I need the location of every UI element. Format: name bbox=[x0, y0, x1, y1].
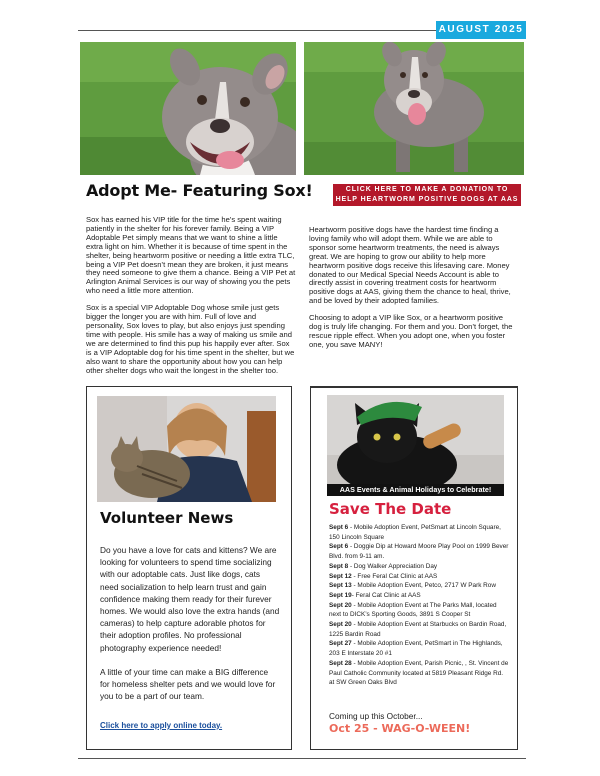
adopt-paragraph: Sox has earned his VIP title for the time he’s spent waiting patiently in the shelter for his forever family. Being a VIP Adoptable Pet simply means that we want to shine a little extra light on him. Whether it is because of time spent in the shelter, being heartworm positive or needing a little extra TLC, being a VIP Pet doesn’t mean they are broken, it just means they need someone to give them a chance. Being a VIP Pet at Arlington Animal Services is our way of showing you the pets who need a little more attention. bbox=[86, 215, 296, 296]
footer-rule bbox=[78, 758, 526, 759]
event-item bbox=[329, 523, 509, 542]
event-text: - Doggie Dip at Howard Moore Play Pool on 1999 Bever Blvd. from 9-11 am. bbox=[329, 543, 509, 561]
event-date: Sept 6 bbox=[329, 524, 349, 531]
adopt-paragraph: Choosing to adopt a VIP like Sox, or a heartworm positive dog is truly life changing. For them and you. Don’t forget, the rescue ripple effect. When you adopt one, when you foster one, you save MANY! bbox=[309, 313, 513, 349]
event-text: - Mobile Adoption Event, PetSmart in The Highlands, 203 E Interstate 20 #1 bbox=[329, 640, 503, 658]
save-the-date-title: Save The Date bbox=[329, 500, 452, 518]
cat-in-hat-photo bbox=[327, 395, 504, 484]
event-item bbox=[329, 572, 509, 582]
event-date: Sept 20 bbox=[329, 621, 352, 629]
adopt-paragraph: Sox is a special VIP Adoptable Dog whose smile just gets bigger the longer you are with him. Full of love and personality, Sox loves to play, but also enjoys just spending time with people. His smile has a way of making us smile and we are determined to find this pup his happily ever after. Sox is a VIP Adoptable dog for his time spent in the shelter, but we also want to share the opportunity about how you can help other shelter dogs who wait the longest in the shelter too. bbox=[86, 303, 295, 375]
event-text: - Feral Cat Clinic at AAS bbox=[351, 591, 421, 599]
event-date: Sept 13 bbox=[329, 582, 352, 590]
event-item bbox=[329, 581, 509, 591]
event-item bbox=[329, 591, 509, 601]
wag-o-ween-event: Oct 25 - WAG-O-WEEN! bbox=[329, 722, 471, 735]
event-date: Sept 20 bbox=[329, 601, 352, 609]
event-text: - Free Feral Cat Clinic at AAS bbox=[351, 572, 438, 580]
donate-button-line-1: CLICK HERE TO MAKE A DONATION TO bbox=[345, 186, 509, 193]
event-item bbox=[329, 639, 509, 658]
event-date: Sept 6 bbox=[329, 543, 349, 551]
donate-button-line-2: HELP HEARTWORM POSITIVE DOGS AT AAS bbox=[335, 196, 519, 203]
event-item bbox=[329, 562, 509, 572]
volunteer-paragraph: Do you have a love for cats and kittens? We are looking for volunteers to spend time socializing with our adoptable cats. Just like dogs, cats need socialization to help learn trust and gain confidence making them ready for their furever homes. We would also love the extra hands (and cameras) to help capture adorable photos for their adoption profiles. No professional photography experience needed! bbox=[100, 545, 280, 653]
event-text: - Mobile Adoption Event, PetSmart at Lincoln Square, 150 Lincoln Square bbox=[329, 524, 501, 541]
sox-photo-standing bbox=[304, 42, 524, 175]
event-date: Sept 12 bbox=[329, 572, 352, 580]
event-item bbox=[329, 542, 509, 561]
event-text: - Mobile Adoption Event, Parish Picnic, , St. Vincent de Paul Catholic Community located at 5819 Pleasant Ridge Rd. at SW Green Oaks Blvd bbox=[329, 659, 509, 687]
adopt-me-title: Adopt Me- Featuring Sox! bbox=[86, 181, 313, 200]
event-date: Sept 8 bbox=[329, 562, 349, 570]
girl-with-cat-photo bbox=[97, 396, 276, 502]
event-date: Sept 28 bbox=[329, 659, 352, 667]
event-item bbox=[329, 620, 509, 639]
issue-date-badge: AUGUST 2025 bbox=[436, 21, 526, 39]
volunteer-paragraph: A little of your time can make a BIG difference for homeless shelter pets and we would love for you to be a part of our team. bbox=[100, 666, 276, 702]
event-text: - Mobile Adoption Event at Starbucks on Bardin Road, 1225 Bardin Road bbox=[329, 621, 507, 638]
events-banner: AAS Events & Animal Holidays to Celebrate! bbox=[327, 484, 504, 496]
event-date: Sept 27 bbox=[329, 640, 352, 648]
coming-up-label: Coming up this October... bbox=[329, 711, 423, 721]
header-rule bbox=[78, 30, 436, 31]
event-date: Sept 19 bbox=[329, 591, 352, 599]
adopt-paragraph: Heartworm positive dogs have the hardest time finding a loving family who will adopt them. While we are able to sponsor some heartworm treatments, the need is always great. We are hoping to grow our ability to help more heartworm positive dogs receive this lifesaving care. Money donated to our Medical Special Needs Account is able to directly assist in covering treatment costs for heartworm positive dogs at AAS, giving them the chance to heal, thrive, and be loved by their adopted families. bbox=[309, 225, 511, 306]
sox-photo-smiling bbox=[80, 42, 296, 175]
volunteer-apply-link[interactable]: Click here to apply online today. bbox=[100, 721, 223, 730]
events-list bbox=[329, 523, 509, 688]
event-text: - Mobile Adoption Event at The Parks Mall, located next to DICK’s Sporting Goods, 3891 S Cooper St bbox=[329, 601, 497, 619]
event-item bbox=[329, 601, 509, 620]
adopt-left-column bbox=[86, 216, 296, 383]
event-text: - Dog Walker Appreciation Day bbox=[348, 562, 438, 570]
volunteer-news-text bbox=[100, 544, 280, 714]
event-item bbox=[329, 659, 509, 688]
adopt-right-column bbox=[309, 226, 517, 358]
donate-heartworm-button[interactable] bbox=[333, 184, 521, 206]
volunteer-news-title: Volunteer News bbox=[100, 509, 234, 527]
event-text: - Mobile Adoption Event, Petco, 2717 W Park Row bbox=[351, 582, 496, 590]
